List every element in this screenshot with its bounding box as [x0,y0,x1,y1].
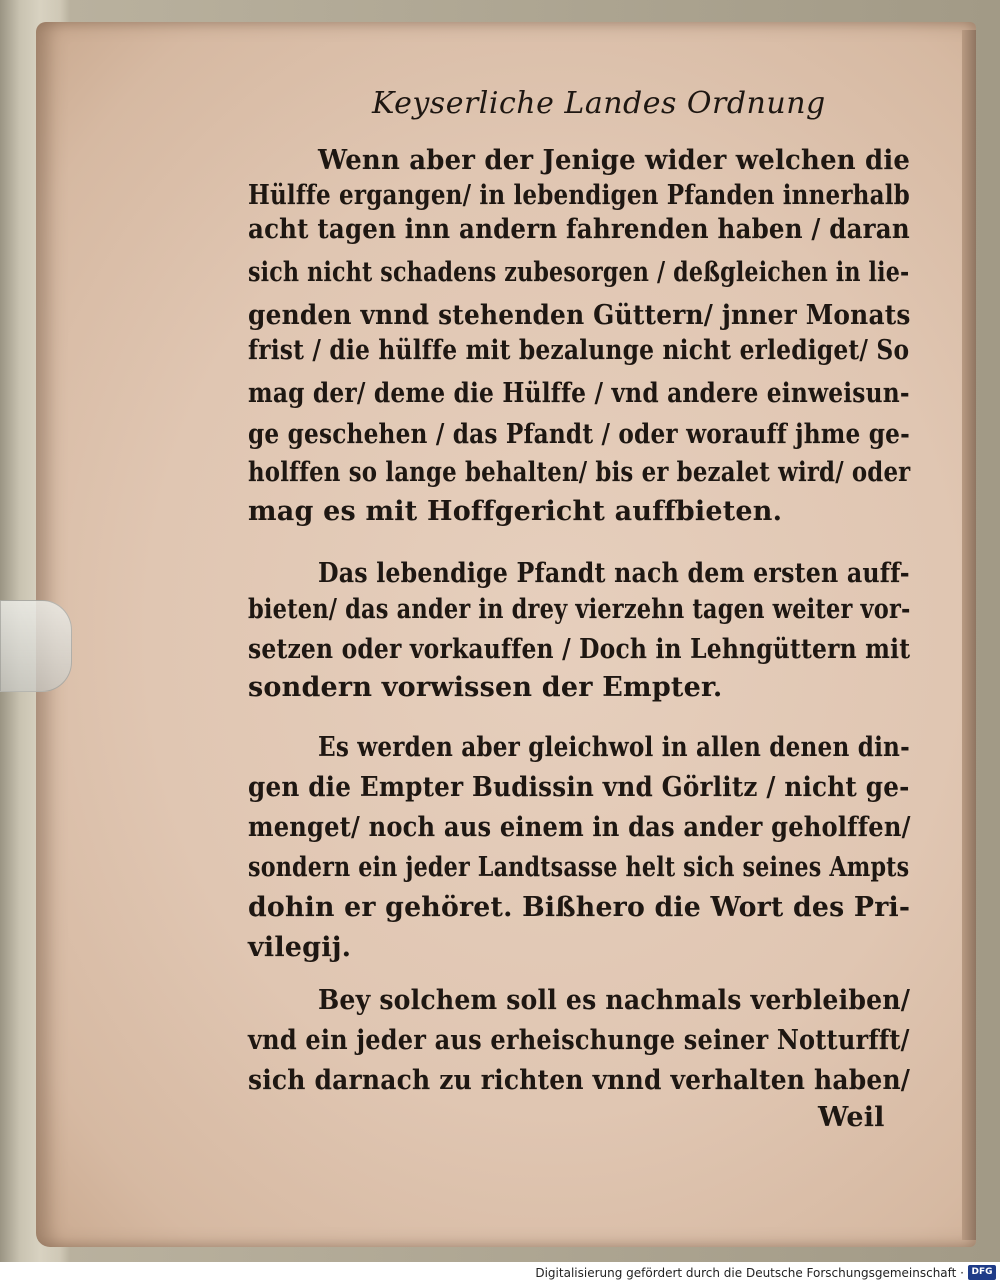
text-line: vilegij. [248,932,352,963]
running-head: Keyserliche Landes Ordnung [372,86,826,121]
text-line: setzen oder vorkauffen / Doch in Lehngüttern mit [248,634,911,665]
text-line: dohin er gehöret. Bißhero die Wort des Pri- [248,892,911,923]
footer-bar [0,1262,1000,1284]
text-line: Es werden aber gleichwol in allen denen din- [318,732,910,763]
text-line: vnd ein jeder aus erheischunge seiner Notturfft/ [248,1025,910,1056]
text-line: frist / die hülffe mit bezalunge nicht erlediget/ So [248,335,910,366]
page-clip [0,600,72,692]
text-line: sich nicht schadens zubesorgen / deßgleichen in lie- [248,257,910,288]
text-line: Das lebendige Pfandt nach dem ersten auff- [318,558,910,589]
text-line: sich darnach zu richten vnnd verhalten haben/ [248,1065,911,1096]
page-edge [962,30,976,1240]
text-line: Bey solchem soll es nachmals verbleiben/ [318,985,911,1016]
text-line: gen die Empter Budissin vnd Görlitz / nicht ge- [248,772,910,803]
text-line: acht tagen inn andern fahrenden haben / daran [248,214,910,245]
text-line: genden vnnd stehenden Güttern/ jnner Monats [248,300,911,331]
text-line: holffen so lange behalten/ bis er bezalet wird/ oder [248,457,911,488]
text-line: ge geschehen / das Pfandt / oder worauff jhme ge- [248,419,910,450]
dfg-logo-icon: DFG [968,1265,996,1280]
text-line: mag es mit Hoffgericht auffbieten. [248,496,783,527]
text-line: sondern ein jeder Landtsasse helt sich seines Ampts [248,852,910,883]
funding-note: Digitalisierung gefördert durch die Deutsche Forschungsgemeinschaft · [535,1266,964,1280]
text-line: mag der/ deme die Hülffe / vnd andere einweisun- [248,378,910,409]
text-line: Hülffe ergangen/ in lebendigen Pfanden innerhalb [248,180,910,211]
text-line: menget/ noch aus einem in das ander geholffen/ [248,812,911,843]
text-line: bieten/ das ander in drey vierzehn tagen weiter vor- [248,594,911,625]
text-line: Wenn aber der Jenige wider welchen die [318,145,911,176]
text-line: sondern vorwissen der Empter. [248,672,723,703]
catchword: Weil [818,1102,885,1133]
